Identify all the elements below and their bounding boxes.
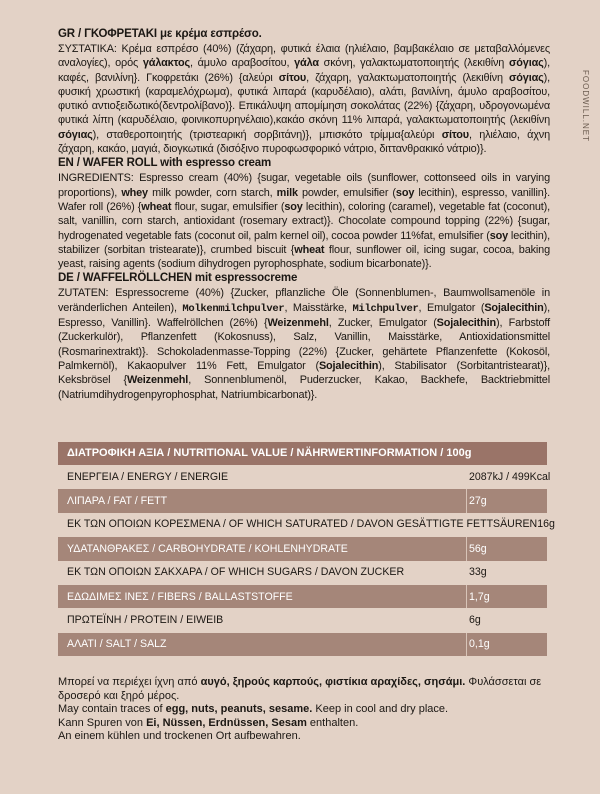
english-heading: EN / WAFER ROLL with espresso cream xyxy=(58,157,272,170)
website-label: FOODWILL.NET xyxy=(581,70,590,143)
nutrient-value: 56g xyxy=(466,537,547,560)
text-segment: powder, emulsifier ( xyxy=(297,186,396,199)
nutrient-label: ΠΡΩΤΕΪΝΗ / PROTEIN / EIWEIB xyxy=(67,614,224,627)
allergen-highlight: σόγιας xyxy=(58,128,93,141)
note-line xyxy=(58,730,553,744)
storage-allergen-notes xyxy=(58,676,553,744)
nutrition-row xyxy=(58,608,547,631)
nutrition-row xyxy=(58,513,555,536)
text-segment: INGREDIENTS: Espresso cream (40%) {sugar, vegetable oils (sunflower, cottonseed oils in varying proportions), xyxy=(58,172,550,199)
allergen-highlight: soy xyxy=(395,186,415,199)
nutrient-value: 2087kJ / 499Kcal xyxy=(469,470,551,483)
nutrition-rows xyxy=(58,465,555,656)
allergen-highlight: Sojalecithin xyxy=(436,317,496,330)
nutrition-row xyxy=(58,537,547,560)
nutrient-label: ΕΚ ΤΩΝ ΟΠΟΙΩΝ ΚΟΡΕΣΜΕΝΑ / OF WHICH SATURATED / DAVON GESÄTTIGTE FETTSÄUREN xyxy=(67,518,538,531)
text-segment: Μπορεί να περιέχει ίχνη από xyxy=(58,676,201,688)
nutrient-value: 1,7g xyxy=(466,585,547,608)
text-segment: flour, sunflower oil, icing sugar, cocoa, baking yeast, raising agents (sodium dihydrogen pyrophosphate, sodium bicarbonate)}. xyxy=(58,243,551,271)
allergen-highlight: whey xyxy=(121,186,148,199)
text-segment: , άμυλο αραβοσίτου, xyxy=(190,57,295,70)
text-segment: lecithin), stabilizer (sorbitan tristearate)}, crumbed biscuit { xyxy=(58,229,550,256)
allergen-highlight: soy xyxy=(284,200,303,213)
nutrient-label: ΥΔΑΤΑΝΘΡΑΚΕΣ / CARBOHYDRATE / KOHLENHYDRATE xyxy=(67,542,348,555)
text-segment: , ηλιέλαιο, άχνη ζάχαρη, κακάο, μαγιά, διογκωτικά (δισόξινο πυροφωσφορικό νάτριο, διττανθρακικό νάτριο)}. xyxy=(58,128,550,156)
text-segment: , Emulgator ( xyxy=(418,301,485,314)
text-segment: lecithin), coloring (caramel), vegetable fat (coconut), salt, vanillin, corn starch, antioxidant (rosemary extract)}. Chocolate compound topping (22%) {sugar, hydrogenated vegetable fats (coconut oil, palm kernel oil), cocoa powder 11%fat, emulsifier ( xyxy=(58,200,550,242)
text-segment: Φυλάσσεται σε δροσερό και ξηρό μέρος. xyxy=(58,676,542,702)
text-segment: ), Farbstoff (Zuckerkulör), Pflanzenfett (Kokosnuss), Salz, Vanillin, Maisstärke, Antioxidationsmittel (Rosmarinextrakt)}. Schokoladenmasse-Topping (22%) {Zucker, gehärtete Pflanzenfette (Kokosöl, Palmkernöl), Kakaopulver 11% Fett, Emulgator ( xyxy=(58,317,550,372)
nutrition-row xyxy=(58,465,551,488)
allergen-highlight: milk xyxy=(276,186,298,199)
nutrition-row xyxy=(58,633,547,656)
allergen-highlight: σίτου xyxy=(278,71,307,84)
allergen-highlight: Weizenmehl xyxy=(126,374,189,387)
text-segment: ), Stabilisator (Sorbitantristearat)}, Keksbrösel { xyxy=(58,359,550,387)
website-watermark xyxy=(578,70,592,160)
english-ingredients xyxy=(58,171,550,271)
nutrient-value: 6g xyxy=(469,614,481,627)
german-heading: DE / WAFFELRÖLLCHEN mit espressocreme xyxy=(58,272,298,285)
text-segment: ZUTATEN: Espressocreme (40%) {Zucker, pflanzliche Öle (Sonnenblumen-, Baumwollsamenöle in veränderlichen Anteilen), xyxy=(58,287,550,314)
allergen-highlight: wheat xyxy=(294,243,325,256)
nutrient-label: ΕΝΕΡΓΕΙΑ / ENERGY / ENERGIE xyxy=(67,470,229,483)
text-segment: , Maisstärke, xyxy=(284,301,353,314)
text-segment: enthalten. xyxy=(306,716,359,729)
text-segment: , Sonnenblumenöl, Puderzucker, Kakao, Backhefe, Backtriebmittel (Natriumdihydrogenpyrophosphat, Natriumbicarbonat)}. xyxy=(58,374,550,401)
nutrition-row xyxy=(58,561,547,584)
text-segment: Kann Spuren von xyxy=(58,716,147,729)
allergen-highlight: Milchpulver xyxy=(352,302,419,315)
allergen-highlight: σόγιας xyxy=(509,71,544,84)
allergen-highlight: Sojalecithin xyxy=(484,301,544,314)
text-segment: ), καφές, βανιλίνη}. Γκοφρετάκι (26%) {αλεύρι xyxy=(58,57,551,84)
text-segment: flour, sugar, emulsifier ( xyxy=(171,200,285,213)
text-segment: ), Espresso, Vanillin}. Waffelröllchen (26%) { xyxy=(58,301,550,330)
greek-ingredients xyxy=(58,42,550,156)
nutrient-value: 27g xyxy=(466,489,547,512)
allergen-highlight: soy xyxy=(489,229,509,242)
allergen-highlight: σίτου xyxy=(441,128,469,141)
text-segment: milk powder, corn starch, xyxy=(147,186,277,199)
nutrient-label: ΛΙΠΑΡΑ / FAT / FETT xyxy=(67,495,168,508)
nutrient-label: ΕΔΩΔΙΜΕΣ ΙΝΕΣ / FIBERS / BALLASTSTOFFE xyxy=(67,590,293,603)
nutrition-table-header: ΔΙΑΤΡΟΦΙΚΗ ΑΞΙΑ / NUTRITIONAL VALUE / NÄHRWERTINFORMATION / 100g xyxy=(58,442,547,465)
text-segment: , Zucker, Emulgator ( xyxy=(328,317,437,330)
text-segment: lecithin), espresso, vanillin}. Wafer roll (26%) { xyxy=(58,186,550,213)
allergen-highlight: αυγό, ξηρούς καρπούς, φιστίκια αραχίδες, σησάμι. xyxy=(200,676,466,688)
nutrition-table xyxy=(58,442,555,656)
note-line xyxy=(58,703,553,717)
text-segment: ), σταθεροποιητής (τριστεαρική σορβιτάνη)}, μπισκότο τρίμμα{αλεύρι xyxy=(92,128,442,141)
text-segment: Keep in cool and dry place. xyxy=(312,703,449,716)
allergen-highlight: wheat xyxy=(141,200,172,213)
german-ingredients xyxy=(58,286,550,401)
text-segment: ΣΥΣΤΑΤΙΚΑ: Κρέμα εσπρέσο (40%) (ζάχαρη, φυτικά έλαια (ηλιέλαιο, βαμβακέλαιο σε μεταβαλλόμενες αναλογίες), ορός xyxy=(58,43,550,70)
nutrient-value: 33g xyxy=(469,566,487,579)
allergen-highlight: Sojalecithin xyxy=(318,359,379,372)
note-line xyxy=(58,717,553,731)
nutrient-value: 0,1g xyxy=(466,633,547,656)
nutrient-label: ΑΛΑΤΙ / SALT / SALZ xyxy=(67,638,167,651)
text-segment: May contain traces of xyxy=(58,703,166,716)
allergen-highlight: Ei, Nüssen, Erdnüssen, Sesam xyxy=(146,716,307,729)
allergen-highlight: γάλακτος xyxy=(142,57,190,70)
allergen-highlight: Molkenmilchpulver xyxy=(182,302,285,315)
nutrition-row xyxy=(58,489,547,512)
ingredients-section xyxy=(58,27,550,402)
allergen-highlight: γάλα xyxy=(294,57,319,70)
text-segment: σκόνη, γαλακτωματοποιητής (λεκιθίνη xyxy=(318,57,509,70)
nutrient-value: 16g xyxy=(537,518,555,531)
text-segment: ), φυσική χρωστική (καραμελόχρωμα), φυτικά λιπαρά (καρυδέλαιο), αλάτι, βανιλίνη, άμυλο αραβοσίτου, φυτικό αντιοξειδωτικό(δεντρολίβανο)}. Επικάλυψη απομίμηση σοκολάτας (22%) {ζάχαρη, υδρογονωμένα φυτικά λίπη (καρυδέλαιο, φοινικοπυρηνέλαιο),κακάο σκόνη 11% λιπαρά, γαλακτωματοποιητής (λεκιθίνη xyxy=(58,71,551,127)
nutrition-row xyxy=(58,585,547,608)
text-segment: , ζάχαρη, γαλακτωματοποιητής (λεκιθίνη xyxy=(306,71,509,84)
text-segment: An einem kühlen und trockenen Ort aufbewahren. xyxy=(58,730,301,743)
allergen-highlight: σόγιας xyxy=(509,57,544,70)
note-line xyxy=(58,676,553,703)
nutrient-label: ΕΚ ΤΩΝ ΟΠΟΙΩΝ ΣΑΚΧΑΡΑ / OF WHICH SUGARS / DAVON ZUCKER xyxy=(67,566,405,579)
allergen-highlight: Weizenmehl xyxy=(267,317,329,330)
allergen-highlight: egg, nuts, peanuts, sesame. xyxy=(165,703,313,716)
greek-heading: GR / ΓΚΟΦΡΕΤΑΚΙ με κρέμα εσπρέσο. xyxy=(58,28,262,40)
